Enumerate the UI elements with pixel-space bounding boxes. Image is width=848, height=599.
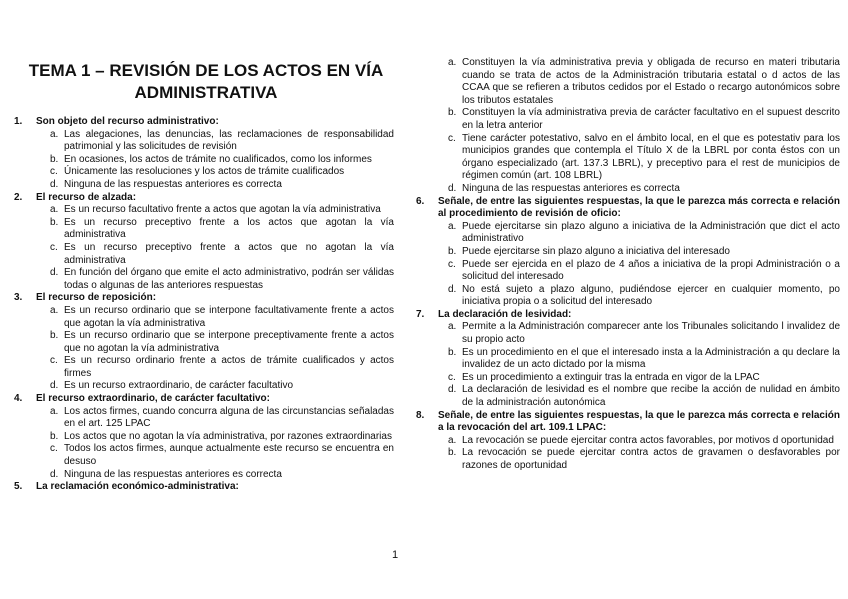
- question-text: Son objeto del recurso administrativo:: [36, 116, 219, 127]
- question-number: 5.: [14, 481, 23, 493]
- answer-option: [14, 380, 394, 393]
- option-letter: d.: [50, 267, 59, 279]
- option-letter: b.: [50, 330, 59, 342]
- question-number: 2.: [14, 191, 23, 203]
- answer-option: [410, 284, 840, 309]
- answer-option: [14, 267, 394, 292]
- question-number: 6.: [416, 195, 425, 207]
- option-letter: a.: [50, 405, 59, 417]
- option-text: En ocasiones, los actos de trámite no cualificados, como los informes: [64, 153, 372, 165]
- answer-option: [14, 431, 394, 444]
- option-text: Todos los actos firmes, aunque actualmente este recurso se encuentra en desuso: [64, 443, 394, 468]
- option-text: Permite a la Administración comparecer ante los Tribunales solicitando l invalidez de su propio acto: [462, 321, 840, 346]
- option-text: La declaración de lesividad es el nombre que recibe la acción de nulidad en ámbito de la administración autonómica: [462, 384, 840, 409]
- option-text: No está sujeto a plazo alguno, pudiéndose ejercer en cualquier momento, po iniciativa propia o a solicitud del interesado: [462, 283, 840, 308]
- question-text: El recurso extraordinario, de carácter facultativo:: [36, 393, 270, 405]
- option-letter: b.: [448, 107, 457, 119]
- option-text: Es un recurso ordinario que se interpone facultativamente frente a actos que agotan la vía administrativa: [64, 304, 394, 329]
- option-letter: a.: [448, 434, 457, 446]
- option-letter: d.: [448, 182, 457, 194]
- option-text: Las alegaciones, las denuncias, las reclamaciones de responsabilidad patrimonial y las solicitudes de revisión: [64, 128, 394, 153]
- answer-option: [410, 183, 840, 196]
- answer-option: [14, 154, 394, 167]
- answer-option: [410, 435, 840, 448]
- option-letter: c.: [448, 132, 456, 144]
- option-letter: b.: [448, 346, 457, 358]
- question-text: El recurso de reposición:: [36, 292, 157, 304]
- answer-option: [14, 355, 394, 380]
- option-letter: c.: [50, 166, 58, 178]
- question-number: 8.: [416, 409, 425, 421]
- option-text: Es un recurso ordinario que se interpone preceptivamente frente a actos que no agotan la vía administrativa: [64, 330, 394, 354]
- option-text: Constituyen la vía administrativa previa de carácter facultativo en el supuest descrito en la letra anterior: [462, 107, 840, 131]
- option-letter: a.: [50, 128, 59, 140]
- answer-option: [14, 242, 394, 267]
- document-title-line1: TEMA 1 – REVISIÓN DE LOS ACTOS EN VÍA: [28, 61, 384, 80]
- question: [14, 116, 394, 129]
- option-text: Ninguna de las respuestas anteriores es correcta: [64, 468, 282, 480]
- answer-option: [410, 246, 840, 259]
- option-text: Es un recurso ordinario frente a actos de trámite cualificados y actos firmes: [64, 355, 394, 379]
- answer-option: [14, 179, 394, 192]
- option-text: Es un procedimiento a extinguir tras la entrada en vigor de la LPAC: [462, 371, 760, 383]
- answer-option: [410, 384, 840, 409]
- option-letter: c.: [50, 443, 58, 455]
- question-text: Señale, de entre las siguientes respuestas, la que le parezca más correcta e relación a la revocación del art. 109.1 LPAC:: [438, 409, 840, 434]
- answer-option: [14, 305, 394, 330]
- option-letter: b.: [448, 245, 457, 257]
- answer-option: [410, 321, 840, 346]
- answer-option: [410, 259, 840, 284]
- option-letter: b.: [50, 430, 59, 442]
- question-text: Señale, de entre las siguientes respuestas, la que le parezca más correcta e relación al procedimiento de revisión de oficio:: [438, 195, 840, 220]
- option-letter: a.: [50, 304, 59, 316]
- option-text: Los actos que no agotan la vía administrativa, por razones extraordinarias: [64, 430, 392, 442]
- answer-option: [14, 443, 394, 468]
- answer-option: [14, 166, 394, 179]
- option-letter: a.: [50, 204, 59, 216]
- option-letter: c.: [50, 355, 58, 367]
- question: [410, 309, 840, 322]
- answer-option: [14, 406, 394, 431]
- question-number: 1.: [14, 116, 23, 127]
- question-number: 4.: [14, 393, 23, 405]
- option-text: Ninguna de las respuestas anteriores es correcta: [462, 182, 680, 194]
- option-text: Puede ser ejercida en el plazo de 4 años a iniciativa de la propi Administración o a solicitud del interesado: [462, 258, 840, 283]
- option-letter: c.: [448, 371, 456, 383]
- option-letter: d.: [448, 283, 457, 295]
- answer-option: [410, 221, 840, 246]
- question: [14, 192, 394, 205]
- option-text: En función del órgano que emite el acto administrativo, podrán ser válidas todas o algunas de las anteriores respuestas: [64, 267, 394, 291]
- option-letter: a.: [448, 57, 457, 68]
- answer-option: [410, 372, 840, 385]
- question: [14, 481, 394, 494]
- question-number: 7.: [416, 308, 425, 320]
- question: [14, 292, 394, 305]
- option-text: La revocación se puede ejercitar contra actos de gravamen o desfavorables por razones de oportunidad: [462, 447, 840, 471]
- answer-option: [14, 217, 394, 242]
- option-text: Tiene carácter potestativo, salvo en el ámbito local, en el que es potestativ para los municipios grandes que contempla el Título X de la LBRL por conta éstos con un órgano especializado (art. 137.3 LBRL), y preceptivo para el rest de municipios de régimen común (art. 108 LBRL): [462, 132, 840, 182]
- answer-option: [14, 330, 394, 355]
- answer-option: [14, 129, 394, 154]
- option-letter: a.: [448, 321, 457, 333]
- page-number: 1: [392, 549, 399, 561]
- option-letter: c.: [50, 241, 58, 253]
- option-text: Los actos firmes, cuando concurra alguna de las circunstancias señaladas en el art. 125 LPAC: [64, 405, 394, 430]
- option-letter: d.: [50, 380, 59, 392]
- answer-option: [410, 347, 840, 372]
- answer-option: [14, 469, 394, 482]
- question-text: El recurso de alzada:: [36, 191, 137, 203]
- option-text: Es un recurso preceptivo frente a los actos que agotan la vía administrativa: [64, 216, 394, 241]
- option-text: Es un recurso facultativo frente a actos que agotan la vía administrativa: [64, 204, 381, 216]
- question-text: La reclamación económico-administrativa:: [36, 481, 239, 493]
- option-text: Puede ejercitarse sin plazo alguno a iniciativa del interesado: [462, 245, 730, 257]
- option-text: Únicamente las resoluciones y los actos de trámite cualificados: [64, 166, 345, 178]
- option-text: Constituyen la vía administrativa previa y obligada de recurso en materi tributaria cuando se trata de actos de la Administración tributaria estatal o d actos de las CCAA que se refieren a tributos cedidos por el Estado o recargo autonómicos sobre los tributos estatales: [462, 57, 840, 106]
- option-text: Ninguna de las respuestas anteriores es correcta: [64, 178, 282, 190]
- option-text: Es un procedimiento en el que el interesado insta a la Administración a qu declare la invalidez de un acto dictado por la misma: [462, 346, 840, 371]
- question: [410, 410, 840, 435]
- option-letter: d.: [448, 384, 457, 396]
- option-letter: d.: [50, 468, 59, 480]
- right-column: [410, 57, 840, 473]
- option-letter: b.: [448, 447, 457, 459]
- document-title-line2: ADMINISTRATIVA: [134, 83, 278, 102]
- left-column: [14, 116, 394, 494]
- question-number: 3.: [14, 292, 23, 304]
- option-text: Es un recurso preceptivo frente a actos que no agotan la vía administrativa: [64, 241, 394, 266]
- option-letter: b.: [50, 153, 59, 165]
- option-text: La revocación se puede ejercitar contra actos favorables, por motivos d oportunidad: [462, 434, 834, 446]
- answer-option: [410, 57, 840, 107]
- option-text: Puede ejercitarse sin plazo alguno a iniciativa de la Administración que dict el acto administrativo: [462, 220, 840, 245]
- question: [14, 393, 394, 406]
- option-letter: b.: [50, 216, 59, 228]
- answer-option: [410, 133, 840, 183]
- option-letter: a.: [448, 220, 457, 232]
- answer-option: [410, 447, 840, 472]
- question-text: La declaración de lesividad:: [438, 308, 572, 320]
- option-letter: c.: [448, 258, 456, 270]
- answer-option: [14, 204, 394, 217]
- option-text: Es un recurso extraordinario, de carácter facultativo: [64, 380, 293, 392]
- question: [410, 196, 840, 221]
- answer-option: [410, 107, 840, 132]
- option-letter: d.: [50, 178, 59, 190]
